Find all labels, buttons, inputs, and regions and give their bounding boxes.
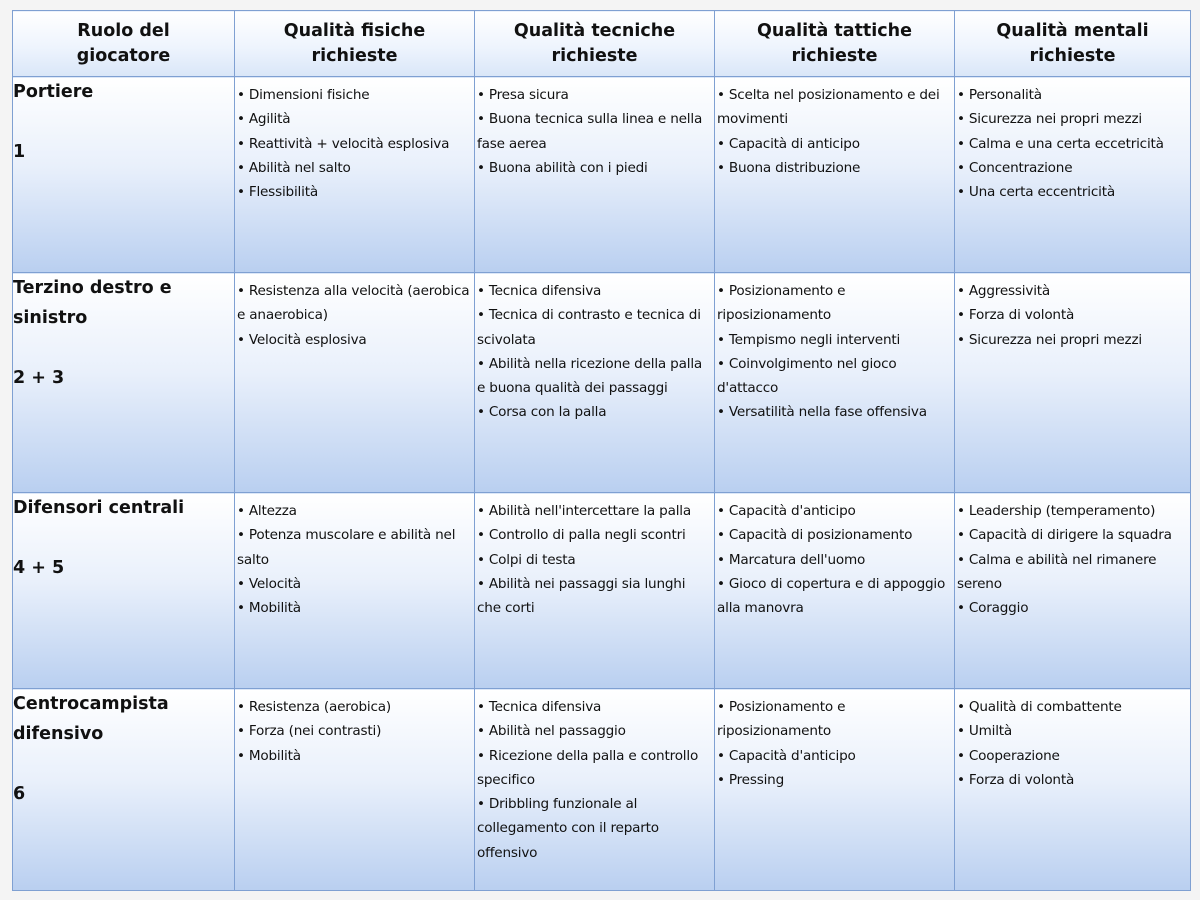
list-item: • Aggressività (957, 279, 1188, 303)
tactical-qualities-cell (715, 689, 955, 891)
list-item: • Corsa con la palla (477, 400, 712, 424)
bullet-list (955, 77, 1190, 204)
bullet-list (475, 77, 714, 180)
list-item: • Scelta nel posizionamento e dei movimenti (717, 83, 952, 132)
mental-qualities-cell (955, 77, 1191, 273)
header-mental-line-2: richieste (1029, 45, 1116, 66)
table-body (13, 77, 1191, 891)
list-item: • Capacità di dirigere la squadra (957, 523, 1188, 547)
list-item: • Capacità di posizionamento (717, 523, 952, 547)
list-item: • Velocità esplosiva (237, 328, 472, 352)
list-item: • Sicurezza nei propri mezzi (957, 328, 1188, 352)
technical-qualities-cell (475, 273, 715, 493)
header-technical-line-1: Qualità tecniche (513, 20, 676, 41)
table-row (13, 689, 1191, 891)
list-item: • Una certa eccentricità (957, 180, 1188, 204)
table-row (13, 493, 1191, 689)
list-item: • Abilità nella ricezione della palla e buona qualità dei passaggi (477, 352, 712, 401)
tactical-qualities-cell (715, 273, 955, 493)
header-physical (235, 11, 475, 77)
list-item: • Concentrazione (957, 156, 1188, 180)
list-item: • Ricezione della palla e controllo specifico (477, 744, 712, 793)
mental-qualities-cell (955, 273, 1191, 493)
list-item: • Umiltà (957, 719, 1188, 743)
tactical-qualities-cell (715, 493, 955, 689)
list-item: • Velocità (237, 572, 472, 596)
list-item: • Flessibilità (237, 180, 472, 204)
role-name: difensivo (13, 724, 104, 744)
list-item: • Resistenza (aerobica) (237, 695, 472, 719)
header-tactical-line-2: richieste (791, 45, 878, 66)
mental-qualities-cell (955, 689, 1191, 891)
bullet-list (475, 689, 714, 865)
list-item: • Dribbling funzionale al collegamento con il reparto offensivo (477, 792, 712, 865)
list-item: • Reattività + velocità esplosiva (237, 132, 472, 156)
header-role-line-2: giocatore (76, 45, 171, 66)
list-item: • Sicurezza nei propri mezzi (957, 107, 1188, 131)
list-item: • Posizionamento e riposizionamento (717, 279, 952, 328)
table-row (13, 273, 1191, 493)
list-item: • Versatilità nella fase offensiva (717, 400, 952, 424)
list-item: • Tecnica di contrasto e tecnica di scivolata (477, 303, 712, 352)
header-role (13, 11, 235, 77)
list-item: • Controllo di palla negli scontri (477, 523, 712, 547)
list-item: • Capacità d'anticipo (717, 744, 952, 768)
list-item: • Mobilità (237, 596, 472, 620)
list-item: • Gioco di copertura e di appoggio alla manovra (717, 572, 952, 621)
list-item: • Buona tecnica sulla linea e nella fase aerea (477, 107, 712, 156)
list-item: • Colpi di testa (477, 548, 712, 572)
list-item: • Qualità di combattente (957, 695, 1188, 719)
role-name: Difensori centrali (13, 498, 185, 518)
bullet-list (955, 689, 1190, 792)
header-physical-line-2: richieste (311, 45, 398, 66)
list-item: • Abilità nel salto (237, 156, 472, 180)
role-number: 6 (13, 784, 26, 804)
list-item: • Presa sicura (477, 83, 712, 107)
role-number: 4 + 5 (13, 558, 65, 578)
bullet-list (715, 77, 954, 180)
list-item: • Tecnica difensiva (477, 279, 712, 303)
bullet-list (715, 493, 954, 620)
header-physical-line-1: Qualità fisiche (283, 20, 426, 41)
list-item: • Marcatura dell'uomo (717, 548, 952, 572)
role-number: 1 (13, 142, 26, 162)
header-tactical-line-1: Qualità tattiche (756, 20, 912, 41)
list-item: • Coinvolgimento nel gioco d'attacco (717, 352, 952, 401)
technical-qualities-cell (475, 689, 715, 891)
list-item: • Mobilità (237, 744, 472, 768)
role-cell (13, 689, 235, 891)
bullet-list (235, 493, 474, 620)
role-name: sinistro (13, 308, 88, 328)
list-item: • Tecnica difensiva (477, 695, 712, 719)
role-name: Portiere (13, 82, 94, 102)
list-item: • Abilità nell'intercettare la palla (477, 499, 712, 523)
physical-qualities-cell (235, 493, 475, 689)
list-item: • Resistenza alla velocità (aerobica e anaerobica) (237, 279, 472, 328)
list-item: • Forza di volontà (957, 303, 1188, 327)
header-technical-line-2: richieste (551, 45, 638, 66)
physical-qualities-cell (235, 273, 475, 493)
bullet-list (715, 273, 954, 425)
physical-qualities-cell (235, 689, 475, 891)
table-header-row (13, 11, 1191, 77)
header-technical (475, 11, 715, 77)
technical-qualities-cell (475, 493, 715, 689)
mental-qualities-cell (955, 493, 1191, 689)
technical-qualities-cell (475, 77, 715, 273)
bullet-list (235, 689, 474, 768)
header-tactical (715, 11, 955, 77)
bullet-list (235, 273, 474, 352)
bullet-list (715, 689, 954, 792)
list-item: • Forza di volontà (957, 768, 1188, 792)
list-item: • Forza (nei contrasti) (237, 719, 472, 743)
list-item: • Capacità di anticipo (717, 132, 952, 156)
role-cell (13, 493, 235, 689)
player-qualities-table (12, 10, 1191, 891)
list-item: • Calma e abilità nel rimanere sereno (957, 548, 1188, 597)
role-name: Terzino destro e (13, 278, 172, 298)
table-row (13, 77, 1191, 273)
tactical-qualities-cell (715, 77, 955, 273)
list-item: • Buona abilità con i piedi (477, 156, 712, 180)
bullet-list (955, 493, 1190, 620)
list-item: • Posizionamento e riposizionamento (717, 695, 952, 744)
bullet-list (955, 273, 1190, 352)
header-mental-line-1: Qualità mentali (996, 20, 1149, 41)
list-item: • Dimensioni fisiche (237, 83, 472, 107)
list-item: • Buona distribuzione (717, 156, 952, 180)
list-item: • Altezza (237, 499, 472, 523)
role-cell (13, 77, 235, 273)
role-number: 2 + 3 (13, 368, 65, 388)
list-item: • Calma e una certa eccetricità (957, 132, 1188, 156)
list-item: • Personalità (957, 83, 1188, 107)
bullet-list (475, 493, 714, 620)
list-item: • Capacità d'anticipo (717, 499, 952, 523)
role-name: Centrocampista (13, 694, 169, 714)
list-item: • Pressing (717, 768, 952, 792)
list-item: • Tempismo negli interventi (717, 328, 952, 352)
physical-qualities-cell (235, 77, 475, 273)
list-item: • Abilità nel passaggio (477, 719, 712, 743)
bullet-list (235, 77, 474, 204)
header-role-line-1: Ruolo del (77, 20, 170, 41)
role-cell (13, 273, 235, 493)
list-item: • Abilità nei passaggi sia lunghi che corti (477, 572, 712, 621)
list-item: • Potenza muscolare e abilità nel salto (237, 523, 472, 572)
list-item: • Cooperazione (957, 744, 1188, 768)
list-item: • Coraggio (957, 596, 1188, 620)
bullet-list (475, 273, 714, 425)
header-mental (955, 11, 1191, 77)
list-item: • Agilità (237, 107, 472, 131)
list-item: • Leadership (temperamento) (957, 499, 1188, 523)
